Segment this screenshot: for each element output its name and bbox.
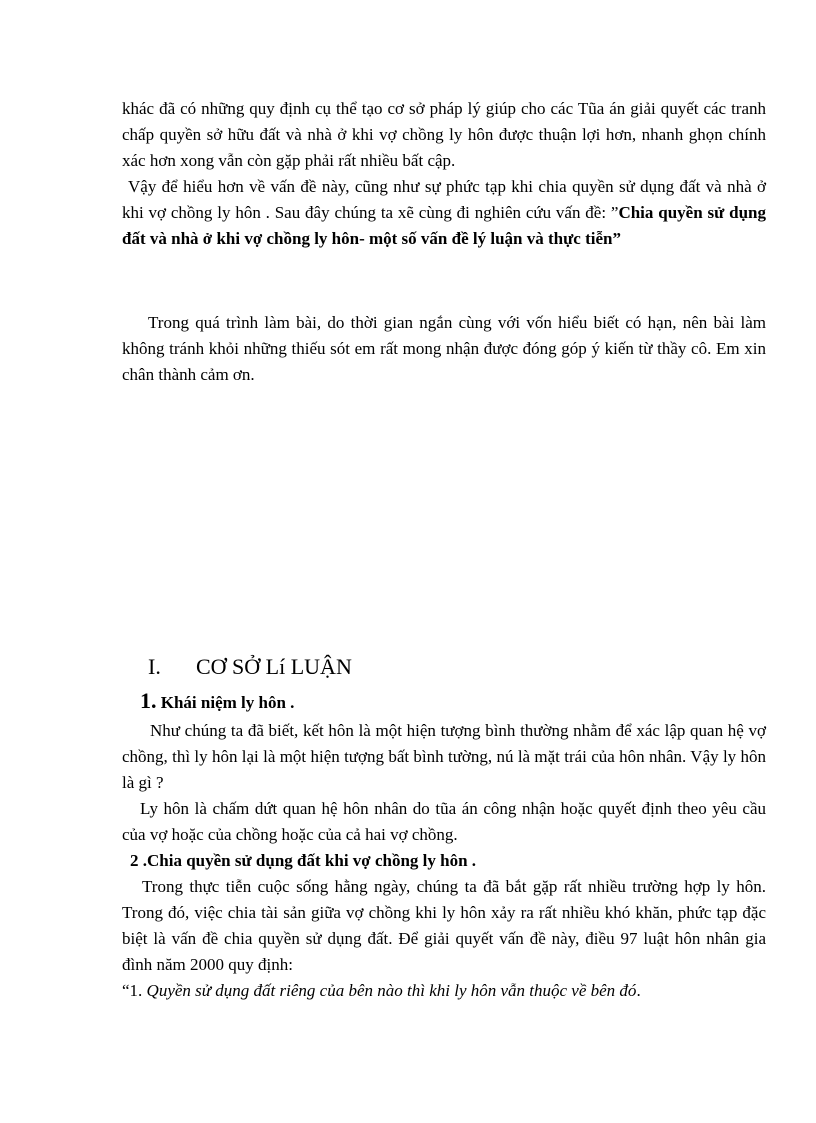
intro-paragraph-2 <box>122 174 766 252</box>
intro-paragraph-1 <box>122 96 766 174</box>
intro-text-1: khác đã có những quy định cụ thể tạo cơ sở pháp lý giúp cho các Tũa án giải quyết các tranh chấp quyền sở hữu đất và nhà ở khi vợ chồng ly hôn được thuận lợi hơn, nhanh ghọn chính xác hơn xong vẫn còn gặp phải rất nhiều bất cập. <box>122 99 766 170</box>
section-heading <box>148 653 352 681</box>
quote-italic: Quyền sử dụng đất riêng của bên nào thì khi ly hôn vẫn thuộc về bên đó <box>146 981 637 1000</box>
subsection-1-paragraph-2 <box>122 796 766 848</box>
intro-paragraph-3 <box>122 310 766 388</box>
subsection-1-text-1: Như chúng ta đã biết, kết hôn là một hiện tượng bình thường nhằm để xác lập quan hệ vợ chồng, thì ly hôn lại là một hiện tượng bất bình tường, nú là mặt trái của hôn nhân. Vậy ly hôn là gì ? <box>122 721 766 792</box>
subsection-2-heading <box>122 848 766 874</box>
subsection-1-heading <box>122 688 766 716</box>
subsection-1-title: Khái niệm ly hôn . <box>160 693 295 712</box>
subsection-2-paragraph-1 <box>122 874 766 978</box>
subsection-2-title: 2 .Chia quyền sử dụng đất khi vợ chồng ly hôn . <box>130 851 477 870</box>
subsection-1-number: 1. <box>140 688 157 713</box>
subsection-1-text-2: Ly hôn là chấm dứt quan hệ hôn nhân do tũa án công nhận hoặc quyết định theo yêu cầu của vợ hoặc của chồng hoặc của cả hai vợ chồng. <box>122 799 766 844</box>
intro-text-2 <box>122 174 766 252</box>
subsection-2-text-1: Trong thực tiễn cuộc sống hằng ngày, chúng ta đã bắt gặp rất nhiều trường hợp ly hôn. Trong đó, việc chia tài sản giữa vợ chồng khi ly hôn xảy ra rất nhiều khó khăn, phức tạp đặc biệt là vấn đề chia quyền sử dụng đất. Để giải quyết vấn đề này, điều 97 luật hôn nhân gia đình năm 2000 quy định: <box>122 877 766 974</box>
report-title: Chia quyền sử dụng đất và nhà ở khi vợ chồng ly hôn- một số vấn đề lý luận và thực tiễn” <box>122 203 766 248</box>
subsection-1-title-line <box>122 688 766 716</box>
quote-end: . <box>636 981 641 1000</box>
quote-line <box>122 978 766 1004</box>
section-title: CƠ SỞ Lí LUẬN <box>196 654 352 679</box>
quote-text <box>122 978 766 1004</box>
intro-text-2-plain: Vậy để hiểu hơn về vấn đề này, cũng như sự phức tạp khi chia quyền sử dụng đất và nhà ở khi vợ chồng ly hôn . Sau đây chúng ta xẽ cùng đi nghiên cứu vấn đề: ” <box>122 177 766 222</box>
subsection-1-paragraph-1 <box>122 718 766 796</box>
quote-prefix: “1. <box>122 981 147 1000</box>
section-number: I. <box>148 654 161 679</box>
intro-text-3: Trong quá trình làm bài, do thời gian ngắn cùng với vốn hiểu biết có hạn, nên bài làm không tránh khỏi những thiếu sót em rất mong nhận được đóng góp ý kiến từ thầy cô. Em xin chân thành cảm ơn. <box>122 313 766 384</box>
